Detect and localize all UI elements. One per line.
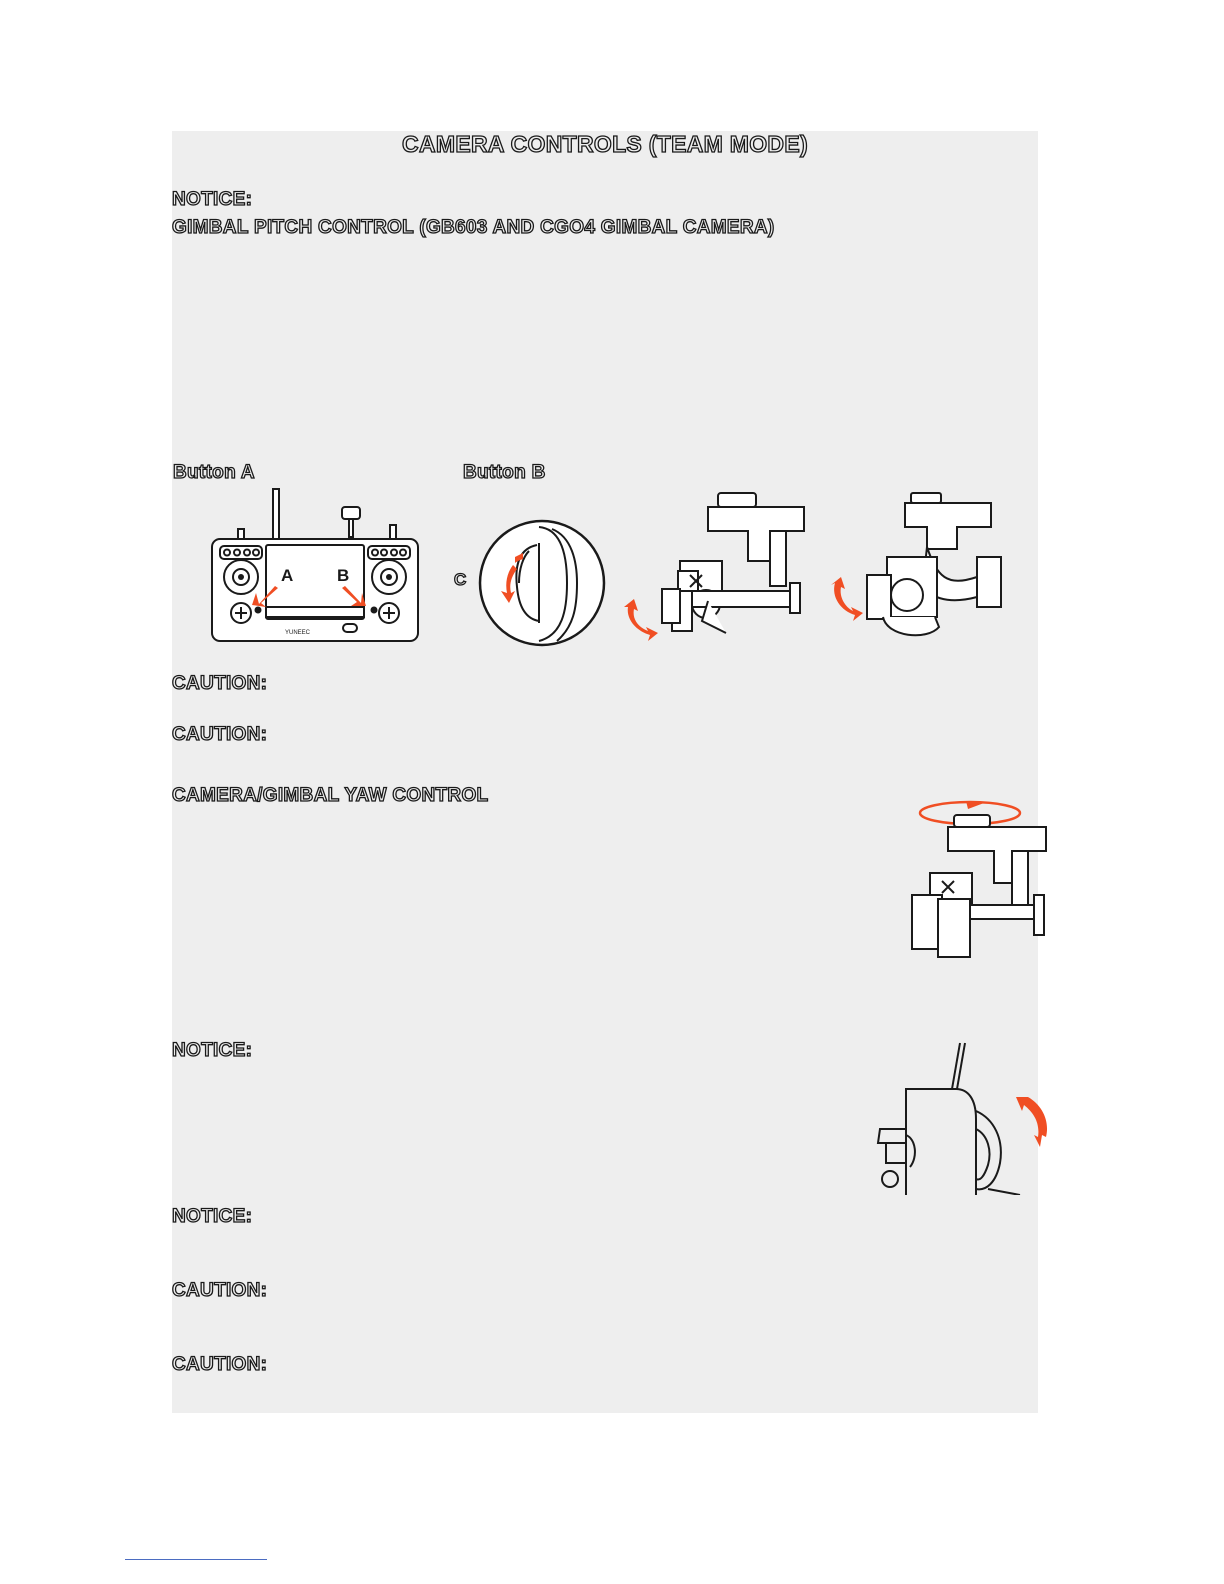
button-b-label: Button B (463, 462, 546, 483)
dial-illustration (477, 517, 607, 649)
gimbal-yaw-illustration (908, 795, 1048, 967)
button-a-marker: A (281, 566, 294, 585)
camera-dial-illustration (856, 1039, 1048, 1195)
camera-dial-arrow (1016, 1097, 1047, 1147)
caution-label-3: CAUTION: (172, 1280, 268, 1301)
gimbal-front-figure (827, 487, 1007, 647)
controller-brand: YUNEEC (285, 630, 311, 636)
controller-illustration (208, 485, 462, 645)
caution-label-1: CAUTION: (172, 673, 268, 694)
caution-label-4: CAUTION: (172, 1354, 268, 1375)
camera-dial-figure (856, 1039, 1048, 1195)
notice-label-1: NOTICE: (172, 189, 253, 210)
button-b-marker: B (337, 566, 350, 585)
page-title: CAMERA CONTROLS (TEAM MODE) (402, 131, 808, 157)
gimbal-side-illustration (622, 491, 812, 647)
footer-link-underline[interactable] (125, 1559, 267, 1560)
gimbal-front-illustration (827, 487, 1007, 647)
yaw-control-heading: CAMERA/GIMBAL YAW CONTROL (172, 785, 489, 806)
notice-label-3: NOTICE: (172, 1206, 253, 1227)
notice-label-2: NOTICE: (172, 1040, 253, 1061)
caution-label-2: CAUTION: (172, 724, 268, 745)
controller-figure (208, 485, 462, 645)
gimbal-pitch-arrow-1 (624, 599, 658, 641)
gimbal-yaw-figure (908, 795, 1048, 967)
dial-label: C (454, 570, 467, 589)
gimbal-pitch-arrow-2 (831, 577, 863, 621)
dial-figure (477, 517, 607, 649)
content-panel (172, 131, 1038, 1413)
gimbal-pitch-heading: GIMBAL PITCH CONTROL (GB603 AND CGO4 GIMBAL CAMERA) (172, 217, 775, 238)
button-a-label: Button A (173, 462, 255, 483)
gimbal-side-figure (622, 491, 812, 647)
